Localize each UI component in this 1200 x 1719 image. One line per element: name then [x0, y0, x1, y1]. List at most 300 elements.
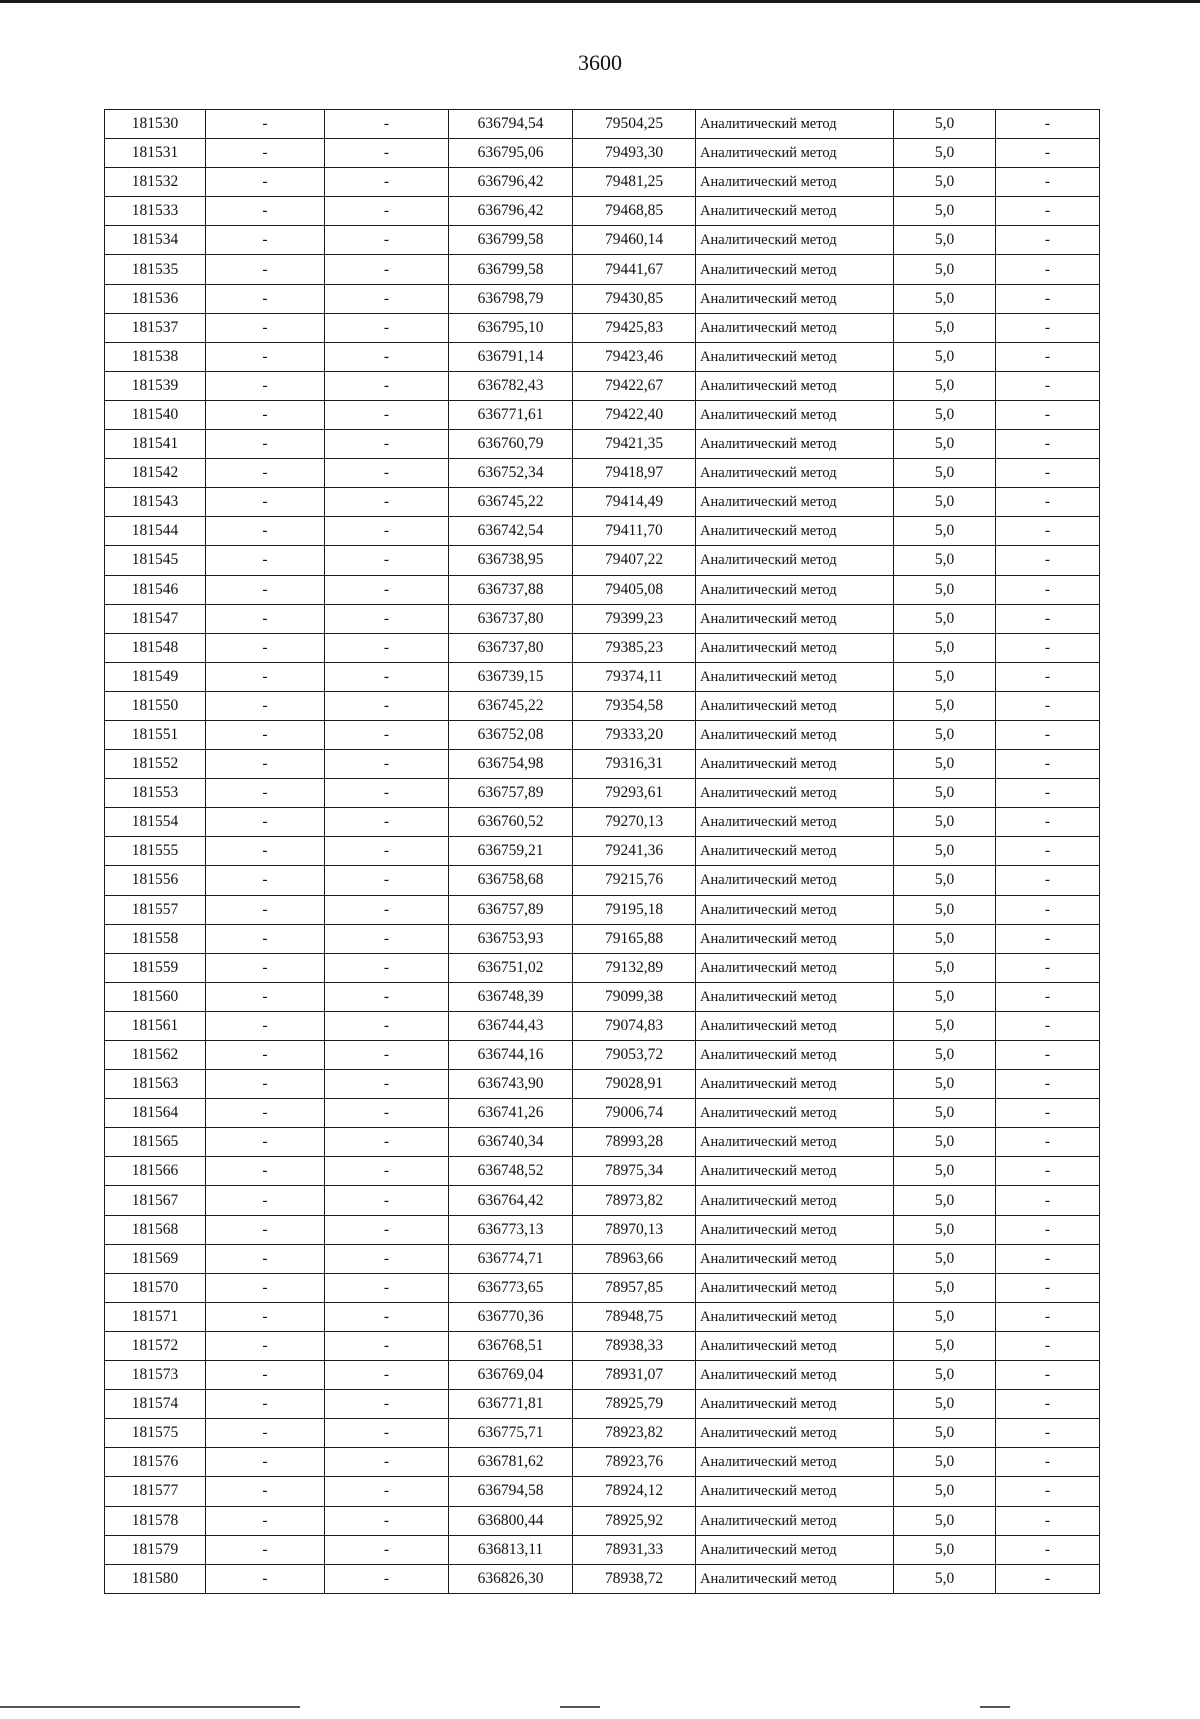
x-coordinate-cell: 636758,68 [449, 866, 573, 895]
y-coordinate-cell: 79407,22 [573, 546, 696, 575]
empty-cell-b: - [325, 1477, 449, 1506]
method-cell: Аналитический метод [696, 1302, 894, 1331]
empty-cell-a: - [206, 895, 325, 924]
empty-cell-a: - [206, 808, 325, 837]
point-number-cell: 181532 [105, 168, 206, 197]
empty-cell-c: - [996, 1390, 1100, 1419]
empty-cell-a: - [206, 837, 325, 866]
accuracy-cell: 5,0 [894, 430, 996, 459]
x-coordinate-cell: 636754,98 [449, 750, 573, 779]
point-number-cell: 181542 [105, 459, 206, 488]
empty-cell-c: - [996, 546, 1100, 575]
x-coordinate-cell: 636753,93 [449, 924, 573, 953]
method-cell: Аналитический метод [696, 604, 894, 633]
table-row [105, 1506, 1100, 1535]
point-number-cell: 181538 [105, 342, 206, 371]
empty-cell-c: - [996, 1448, 1100, 1477]
method-cell: Аналитический метод [696, 633, 894, 662]
point-number-cell: 181559 [105, 953, 206, 982]
point-number-cell: 181540 [105, 400, 206, 429]
method-cell: Аналитический метод [696, 1273, 894, 1302]
method-cell: Аналитический метод [696, 1331, 894, 1360]
x-coordinate-cell: 636738,95 [449, 546, 573, 575]
bottom-scan-marks [0, 1706, 1200, 1710]
empty-cell-a: - [206, 1128, 325, 1157]
x-coordinate-cell: 636769,04 [449, 1361, 573, 1390]
accuracy-cell: 5,0 [894, 750, 996, 779]
empty-cell-c: - [996, 284, 1100, 313]
empty-cell-c: - [996, 750, 1100, 779]
point-number-cell: 181535 [105, 255, 206, 284]
point-number-cell: 181541 [105, 430, 206, 459]
y-coordinate-cell: 78993,28 [573, 1128, 696, 1157]
method-cell: Аналитический метод [696, 139, 894, 168]
empty-cell-b: - [325, 1244, 449, 1273]
empty-cell-c: - [996, 1215, 1100, 1244]
accuracy-cell: 5,0 [894, 1390, 996, 1419]
empty-cell-c: - [996, 1244, 1100, 1273]
x-coordinate-cell: 636796,42 [449, 197, 573, 226]
point-number-cell: 181561 [105, 1011, 206, 1040]
empty-cell-b: - [325, 1011, 449, 1040]
empty-cell-b: - [325, 488, 449, 517]
method-cell: Аналитический метод [696, 342, 894, 371]
accuracy-cell: 5,0 [894, 1477, 996, 1506]
y-coordinate-cell: 78925,79 [573, 1390, 696, 1419]
x-coordinate-cell: 636794,54 [449, 110, 573, 139]
empty-cell-c: - [996, 1477, 1100, 1506]
empty-cell-c: - [996, 1099, 1100, 1128]
point-number-cell: 181539 [105, 371, 206, 400]
empty-cell-b: - [325, 982, 449, 1011]
empty-cell-a: - [206, 226, 325, 255]
table-row [105, 575, 1100, 604]
y-coordinate-cell: 79385,23 [573, 633, 696, 662]
accuracy-cell: 5,0 [894, 226, 996, 255]
accuracy-cell: 5,0 [894, 779, 996, 808]
empty-cell-c: - [996, 1564, 1100, 1593]
y-coordinate-cell: 78948,75 [573, 1302, 696, 1331]
method-cell: Аналитический метод [696, 226, 894, 255]
empty-cell-c: - [996, 604, 1100, 633]
empty-cell-a: - [206, 1041, 325, 1070]
x-coordinate-cell: 636781,62 [449, 1448, 573, 1477]
table-row [105, 1477, 1100, 1506]
empty-cell-c: - [996, 866, 1100, 895]
point-number-cell: 181553 [105, 779, 206, 808]
empty-cell-a: - [206, 779, 325, 808]
point-number-cell: 181577 [105, 1477, 206, 1506]
point-number-cell: 181554 [105, 808, 206, 837]
method-cell: Аналитический метод [696, 953, 894, 982]
empty-cell-a: - [206, 953, 325, 982]
table-row [105, 1361, 1100, 1390]
y-coordinate-cell: 79422,40 [573, 400, 696, 429]
table-row [105, 1244, 1100, 1273]
x-coordinate-cell: 636773,65 [449, 1273, 573, 1302]
method-cell: Аналитический метод [696, 575, 894, 604]
table-row [105, 459, 1100, 488]
empty-cell-b: - [325, 1099, 449, 1128]
accuracy-cell: 5,0 [894, 1041, 996, 1070]
x-coordinate-cell: 636757,89 [449, 779, 573, 808]
point-number-cell: 181549 [105, 662, 206, 691]
method-cell: Аналитический метод [696, 1186, 894, 1215]
table-row [105, 1535, 1100, 1564]
empty-cell-b: - [325, 1564, 449, 1593]
accuracy-cell: 5,0 [894, 1419, 996, 1448]
point-number-cell: 181551 [105, 720, 206, 749]
x-coordinate-cell: 636795,06 [449, 139, 573, 168]
x-coordinate-cell: 636752,08 [449, 720, 573, 749]
y-coordinate-cell: 78924,12 [573, 1477, 696, 1506]
accuracy-cell: 5,0 [894, 866, 996, 895]
table-row [105, 1302, 1100, 1331]
table-row [105, 255, 1100, 284]
empty-cell-a: - [206, 1448, 325, 1477]
empty-cell-b: - [325, 459, 449, 488]
table-row [105, 284, 1100, 313]
empty-cell-b: - [325, 110, 449, 139]
x-coordinate-cell: 636796,42 [449, 168, 573, 197]
table-row [105, 691, 1100, 720]
empty-cell-b: - [325, 837, 449, 866]
x-coordinate-cell: 636748,52 [449, 1157, 573, 1186]
method-cell: Аналитический метод [696, 371, 894, 400]
x-coordinate-cell: 636813,11 [449, 1535, 573, 1564]
method-cell: Аналитический метод [696, 1041, 894, 1070]
accuracy-cell: 5,0 [894, 313, 996, 342]
empty-cell-a: - [206, 1273, 325, 1302]
accuracy-cell: 5,0 [894, 808, 996, 837]
table-row [105, 1390, 1100, 1419]
x-coordinate-cell: 636795,10 [449, 313, 573, 342]
empty-cell-b: - [325, 1128, 449, 1157]
table-row [105, 808, 1100, 837]
x-coordinate-cell: 636759,21 [449, 837, 573, 866]
empty-cell-a: - [206, 342, 325, 371]
empty-cell-b: - [325, 139, 449, 168]
y-coordinate-cell: 78931,33 [573, 1535, 696, 1564]
accuracy-cell: 5,0 [894, 197, 996, 226]
point-number-cell: 181544 [105, 517, 206, 546]
table-row [105, 1564, 1100, 1593]
y-coordinate-cell: 79430,85 [573, 284, 696, 313]
method-cell: Аналитический метод [696, 895, 894, 924]
point-number-cell: 181548 [105, 633, 206, 662]
table-row [105, 110, 1100, 139]
y-coordinate-cell: 79293,61 [573, 779, 696, 808]
x-coordinate-cell: 636774,71 [449, 1244, 573, 1273]
empty-cell-b: - [325, 691, 449, 720]
method-cell: Аналитический метод [696, 1448, 894, 1477]
table-row [105, 982, 1100, 1011]
empty-cell-b: - [325, 197, 449, 226]
method-cell: Аналитический метод [696, 1244, 894, 1273]
x-coordinate-cell: 636760,52 [449, 808, 573, 837]
method-cell: Аналитический метод [696, 168, 894, 197]
accuracy-cell: 5,0 [894, 1535, 996, 1564]
accuracy-cell: 5,0 [894, 953, 996, 982]
empty-cell-a: - [206, 924, 325, 953]
y-coordinate-cell: 79241,36 [573, 837, 696, 866]
point-number-cell: 181560 [105, 982, 206, 1011]
method-cell: Аналитический метод [696, 430, 894, 459]
table-row [105, 1186, 1100, 1215]
empty-cell-c: - [996, 808, 1100, 837]
point-number-cell: 181546 [105, 575, 206, 604]
empty-cell-a: - [206, 982, 325, 1011]
empty-cell-a: - [206, 197, 325, 226]
method-cell: Аналитический метод [696, 197, 894, 226]
empty-cell-a: - [206, 750, 325, 779]
empty-cell-a: - [206, 691, 325, 720]
empty-cell-a: - [206, 1361, 325, 1390]
empty-cell-a: - [206, 720, 325, 749]
point-number-cell: 181578 [105, 1506, 206, 1535]
method-cell: Аналитический метод [696, 662, 894, 691]
empty-cell-b: - [325, 1331, 449, 1360]
method-cell: Аналитический метод [696, 924, 894, 953]
point-number-cell: 181575 [105, 1419, 206, 1448]
table-row [105, 197, 1100, 226]
empty-cell-b: - [325, 313, 449, 342]
table-row [105, 226, 1100, 255]
table-row [105, 779, 1100, 808]
empty-cell-a: - [206, 371, 325, 400]
point-number-cell: 181569 [105, 1244, 206, 1273]
empty-cell-b: - [325, 1215, 449, 1244]
x-coordinate-cell: 636744,16 [449, 1041, 573, 1070]
accuracy-cell: 5,0 [894, 371, 996, 400]
y-coordinate-cell: 79028,91 [573, 1070, 696, 1099]
accuracy-cell: 5,0 [894, 488, 996, 517]
method-cell: Аналитический метод [696, 837, 894, 866]
table-row [105, 371, 1100, 400]
empty-cell-b: - [325, 779, 449, 808]
table-row [105, 1331, 1100, 1360]
empty-cell-c: - [996, 953, 1100, 982]
empty-cell-a: - [206, 1070, 325, 1099]
table-row [105, 430, 1100, 459]
empty-cell-b: - [325, 1041, 449, 1070]
method-cell: Аналитический метод [696, 866, 894, 895]
y-coordinate-cell: 79423,46 [573, 342, 696, 371]
empty-cell-b: - [325, 400, 449, 429]
accuracy-cell: 5,0 [894, 1128, 996, 1157]
method-cell: Аналитический метод [696, 1128, 894, 1157]
point-number-cell: 181536 [105, 284, 206, 313]
top-border-rule [0, 0, 1200, 3]
empty-cell-b: - [325, 430, 449, 459]
table-row [105, 604, 1100, 633]
empty-cell-a: - [206, 1477, 325, 1506]
empty-cell-b: - [325, 342, 449, 371]
empty-cell-c: - [996, 1419, 1100, 1448]
table-row [105, 342, 1100, 371]
table-row [105, 837, 1100, 866]
point-number-cell: 181558 [105, 924, 206, 953]
accuracy-cell: 5,0 [894, 720, 996, 749]
empty-cell-b: - [325, 1273, 449, 1302]
y-coordinate-cell: 79374,11 [573, 662, 696, 691]
y-coordinate-cell: 78923,82 [573, 1419, 696, 1448]
table-row [105, 895, 1100, 924]
accuracy-cell: 5,0 [894, 1215, 996, 1244]
empty-cell-a: - [206, 1564, 325, 1593]
empty-cell-c: - [996, 720, 1100, 749]
table-row [105, 1419, 1100, 1448]
point-number-cell: 181562 [105, 1041, 206, 1070]
y-coordinate-cell: 79354,58 [573, 691, 696, 720]
empty-cell-b: - [325, 1157, 449, 1186]
x-coordinate-cell: 636737,88 [449, 575, 573, 604]
empty-cell-b: - [325, 1390, 449, 1419]
empty-cell-c: - [996, 837, 1100, 866]
empty-cell-c: - [996, 691, 1100, 720]
point-number-cell: 181573 [105, 1361, 206, 1390]
empty-cell-c: - [996, 400, 1100, 429]
x-coordinate-cell: 636745,22 [449, 488, 573, 517]
point-number-cell: 181557 [105, 895, 206, 924]
empty-cell-b: - [325, 953, 449, 982]
table-row [105, 866, 1100, 895]
point-number-cell: 181580 [105, 1564, 206, 1593]
table-row [105, 1041, 1100, 1070]
accuracy-cell: 5,0 [894, 400, 996, 429]
method-cell: Аналитический метод [696, 400, 894, 429]
accuracy-cell: 5,0 [894, 575, 996, 604]
table-body [105, 110, 1100, 1594]
method-cell: Аналитический метод [696, 1390, 894, 1419]
y-coordinate-cell: 78923,76 [573, 1448, 696, 1477]
accuracy-cell: 5,0 [894, 691, 996, 720]
empty-cell-b: - [325, 866, 449, 895]
empty-cell-a: - [206, 1244, 325, 1273]
method-cell: Аналитический метод [696, 255, 894, 284]
accuracy-cell: 5,0 [894, 1564, 996, 1593]
y-coordinate-cell: 79504,25 [573, 110, 696, 139]
empty-cell-b: - [325, 1070, 449, 1099]
table-row [105, 313, 1100, 342]
empty-cell-b: - [325, 1302, 449, 1331]
empty-cell-a: - [206, 255, 325, 284]
method-cell: Аналитический метод [696, 1361, 894, 1390]
y-coordinate-cell: 78938,72 [573, 1564, 696, 1593]
empty-cell-b: - [325, 255, 449, 284]
empty-cell-a: - [206, 313, 325, 342]
y-coordinate-cell: 78938,33 [573, 1331, 696, 1360]
method-cell: Аналитический метод [696, 1564, 894, 1593]
method-cell: Аналитический метод [696, 459, 894, 488]
x-coordinate-cell: 636798,79 [449, 284, 573, 313]
empty-cell-a: - [206, 1157, 325, 1186]
accuracy-cell: 5,0 [894, 546, 996, 575]
table-row [105, 1448, 1100, 1477]
method-cell: Аналитический метод [696, 1011, 894, 1040]
empty-cell-c: - [996, 895, 1100, 924]
empty-cell-b: - [325, 720, 449, 749]
table-row [105, 1157, 1100, 1186]
table-row [105, 546, 1100, 575]
table-row [105, 488, 1100, 517]
table-row [105, 720, 1100, 749]
y-coordinate-cell: 78970,13 [573, 1215, 696, 1244]
empty-cell-a: - [206, 110, 325, 139]
y-coordinate-cell: 79411,70 [573, 517, 696, 546]
empty-cell-c: - [996, 197, 1100, 226]
method-cell: Аналитический метод [696, 546, 894, 575]
empty-cell-a: - [206, 459, 325, 488]
method-cell: Аналитический метод [696, 1419, 894, 1448]
page-number: 3600 [578, 50, 622, 75]
empty-cell-c: - [996, 313, 1100, 342]
accuracy-cell: 5,0 [894, 1070, 996, 1099]
point-number-cell: 181572 [105, 1331, 206, 1360]
empty-cell-a: - [206, 1011, 325, 1040]
empty-cell-c: - [996, 1273, 1100, 1302]
accuracy-cell: 5,0 [894, 1011, 996, 1040]
empty-cell-c: - [996, 924, 1100, 953]
empty-cell-a: - [206, 633, 325, 662]
x-coordinate-cell: 636799,58 [449, 226, 573, 255]
y-coordinate-cell: 79270,13 [573, 808, 696, 837]
accuracy-cell: 5,0 [894, 1099, 996, 1128]
empty-cell-b: - [325, 546, 449, 575]
empty-cell-b: - [325, 168, 449, 197]
y-coordinate-cell: 79316,31 [573, 750, 696, 779]
y-coordinate-cell: 79414,49 [573, 488, 696, 517]
y-coordinate-cell: 79481,25 [573, 168, 696, 197]
empty-cell-c: - [996, 168, 1100, 197]
y-coordinate-cell: 78931,07 [573, 1361, 696, 1390]
point-number-cell: 181534 [105, 226, 206, 255]
x-coordinate-cell: 636748,39 [449, 982, 573, 1011]
empty-cell-a: - [206, 546, 325, 575]
point-number-cell: 181570 [105, 1273, 206, 1302]
x-coordinate-cell: 636742,54 [449, 517, 573, 546]
empty-cell-a: - [206, 1099, 325, 1128]
point-number-cell: 181543 [105, 488, 206, 517]
x-coordinate-cell: 636751,02 [449, 953, 573, 982]
empty-cell-b: - [325, 750, 449, 779]
y-coordinate-cell: 79468,85 [573, 197, 696, 226]
x-coordinate-cell: 636771,61 [449, 400, 573, 429]
table-row [105, 1070, 1100, 1099]
accuracy-cell: 5,0 [894, 1331, 996, 1360]
point-number-cell: 181563 [105, 1070, 206, 1099]
empty-cell-b: - [325, 808, 449, 837]
x-coordinate-cell: 636794,58 [449, 1477, 573, 1506]
empty-cell-a: - [206, 284, 325, 313]
y-coordinate-cell: 78975,34 [573, 1157, 696, 1186]
table-row [105, 924, 1100, 953]
table-row [105, 1273, 1100, 1302]
table-row [105, 139, 1100, 168]
method-cell: Аналитический метод [696, 808, 894, 837]
empty-cell-c: - [996, 662, 1100, 691]
accuracy-cell: 5,0 [894, 168, 996, 197]
accuracy-cell: 5,0 [894, 342, 996, 371]
y-coordinate-cell: 78973,82 [573, 1186, 696, 1215]
y-coordinate-cell: 79421,35 [573, 430, 696, 459]
table-row [105, 750, 1100, 779]
accuracy-cell: 5,0 [894, 1302, 996, 1331]
y-coordinate-cell: 79460,14 [573, 226, 696, 255]
accuracy-cell: 5,0 [894, 604, 996, 633]
point-number-cell: 181571 [105, 1302, 206, 1331]
empty-cell-a: - [206, 139, 325, 168]
